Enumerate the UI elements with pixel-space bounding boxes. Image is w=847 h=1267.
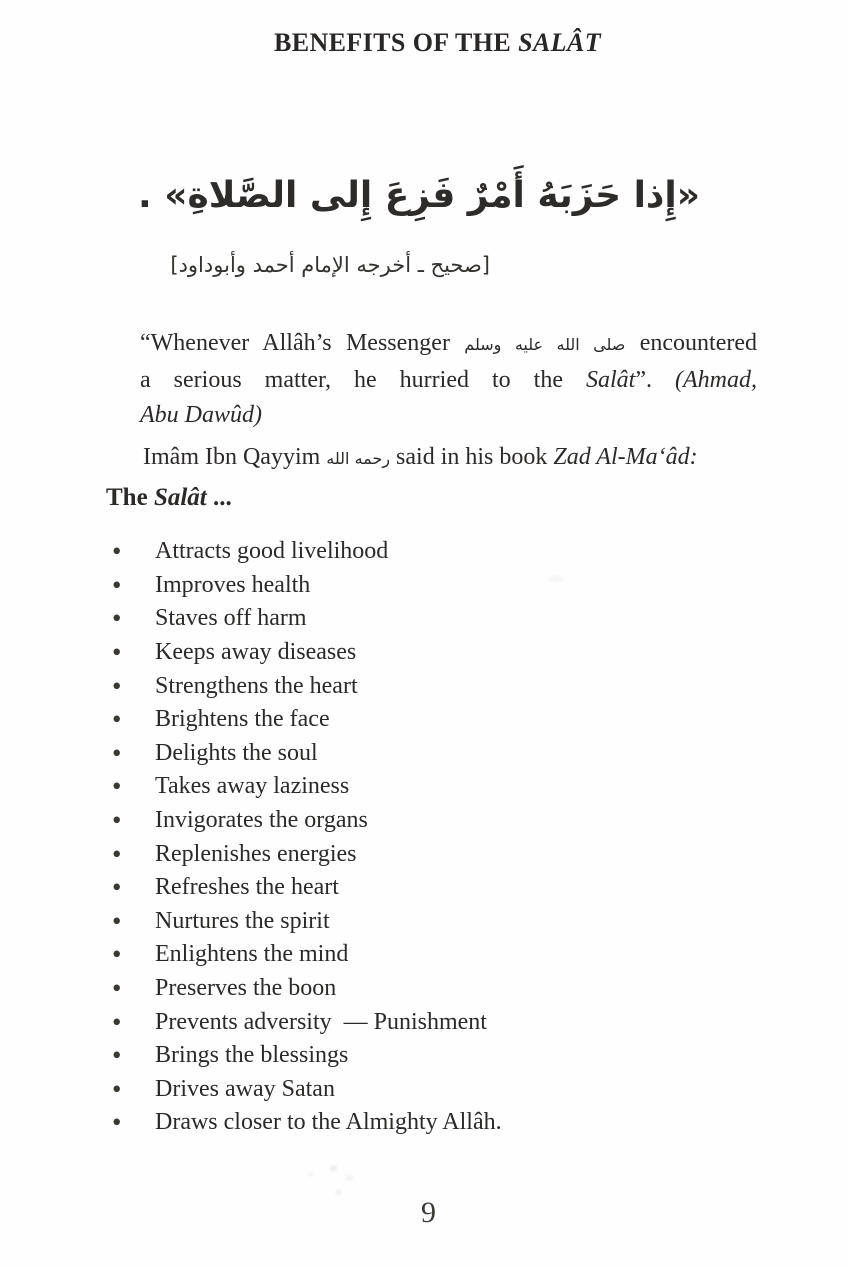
bullet-icon: • <box>112 771 122 802</box>
scan-artifact <box>549 576 563 582</box>
list-item <box>106 535 787 569</box>
benefit-label: Delights the soul <box>155 739 318 766</box>
book-title: Zad Al-Ma‘âd: <box>553 444 698 470</box>
scan-artifact <box>330 1166 337 1171</box>
list-item <box>106 972 787 1006</box>
benefit-label: Attracts good livelihood <box>155 538 389 565</box>
list-item <box>106 1106 787 1140</box>
section-heading <box>106 484 232 512</box>
benefit-label: Improves health <box>155 571 311 598</box>
bullet-icon: • <box>112 838 122 869</box>
quote-line-1 <box>140 326 757 363</box>
page-title <box>14 28 847 58</box>
list-item <box>106 804 787 838</box>
list-item <box>106 1005 787 1039</box>
page-number: 9 <box>421 1196 436 1229</box>
benefit-label: Drives away Satan <box>155 1075 335 1102</box>
bullet-icon: • <box>112 737 122 768</box>
list-item <box>106 871 787 905</box>
list-item <box>106 602 787 636</box>
page-title-salat: SALÂT <box>518 28 601 57</box>
benefit-label: Invigorates the organs <box>155 807 368 834</box>
benefit-label: Brightens the face <box>155 706 330 733</box>
list-item <box>106 669 787 703</box>
bullet-icon: • <box>112 1040 122 1071</box>
quote-salat: Salât <box>586 366 636 393</box>
honorific-arabic: رحمه الله <box>326 449 391 468</box>
honorific-arabic: صلى الله عليه وسلم <box>464 335 626 354</box>
bullet-icon: • <box>112 939 122 970</box>
quote-text: “Whenever Allâh’s Messenger <box>140 330 465 356</box>
list-item <box>106 1039 787 1073</box>
quote-text: ”. <box>635 366 676 393</box>
bullet-icon: • <box>112 536 122 567</box>
benefits-list <box>106 535 787 1140</box>
imam-text: said in his book <box>390 444 554 470</box>
list-item <box>106 905 787 939</box>
bullet-icon: • <box>112 569 122 600</box>
list-item <box>106 770 787 804</box>
hadith-grading-text: [صحيح ـ أخرجه الإمام أحمد وأبوداود] <box>170 253 490 277</box>
benefit-label: Refreshes the heart <box>155 874 339 901</box>
list-item <box>106 737 787 771</box>
quote-line-3 <box>140 398 757 434</box>
bullet-icon: • <box>112 1107 122 1138</box>
list-item <box>106 837 787 871</box>
scan-artifact <box>345 1176 354 1180</box>
list-item <box>106 703 787 737</box>
heading-salat: Salât <box>153 484 207 511</box>
benefit-label: Brings the blessings <box>155 1042 349 1069</box>
bullet-icon: • <box>112 637 122 668</box>
hadith-arabic-text: «إِذا حَزَبَهُ أَمْرٌ فَزِعَ إِلى الصَّلاةِ» . <box>137 175 700 216</box>
bullet-icon: • <box>112 704 122 735</box>
list-item <box>106 636 787 670</box>
imam-line <box>143 440 763 476</box>
hadith-translation-paragraph <box>140 326 757 434</box>
benefit-label: Keeps away diseases <box>155 639 357 666</box>
benefit-label: Replenishes energies <box>155 840 357 867</box>
quote-line-2 <box>140 363 757 399</box>
quote-text: a serious matter, he hurried to the <box>140 366 586 393</box>
bullet-icon: • <box>112 805 122 836</box>
benefit-label: Nurtures the spirit <box>155 907 330 934</box>
benefit-label: Takes away laziness <box>155 773 350 800</box>
quote-text: encountered <box>625 330 757 356</box>
benefit-label: Enlightens the mind <box>155 941 349 968</box>
bullet-icon: • <box>112 1006 122 1037</box>
bullet-icon: • <box>112 1073 122 1104</box>
list-item <box>106 569 787 603</box>
bullet-icon: • <box>112 973 122 1004</box>
imam-text: Imâm Ibn Qayyim <box>143 444 327 470</box>
list-item <box>106 938 787 972</box>
heading-text: The <box>106 484 154 511</box>
bullet-icon: • <box>112 905 122 936</box>
bullet-icon: • <box>112 872 122 903</box>
benefit-label: Draws closer to the Almighty Allâh. <box>155 1109 502 1136</box>
scan-artifact <box>308 1172 313 1176</box>
source-ahmad: (Ahmad, <box>675 366 757 393</box>
bullet-icon: • <box>112 603 122 634</box>
page-title-text: BENEFITS OF THE <box>273 28 519 57</box>
heading-text: ... <box>206 484 232 511</box>
benefit-label: Preserves the boon <box>155 975 337 1002</box>
benefit-label: Prevents adversity — Punishment <box>155 1008 487 1035</box>
source-abu-dawud: Abu Dawûd) <box>140 402 262 428</box>
scan-artifact <box>336 1190 341 1195</box>
benefit-label: Strengthens the heart <box>155 672 358 699</box>
benefit-label: Staves off harm <box>155 605 307 632</box>
bullet-icon: • <box>112 670 122 701</box>
list-item <box>106 1073 787 1107</box>
